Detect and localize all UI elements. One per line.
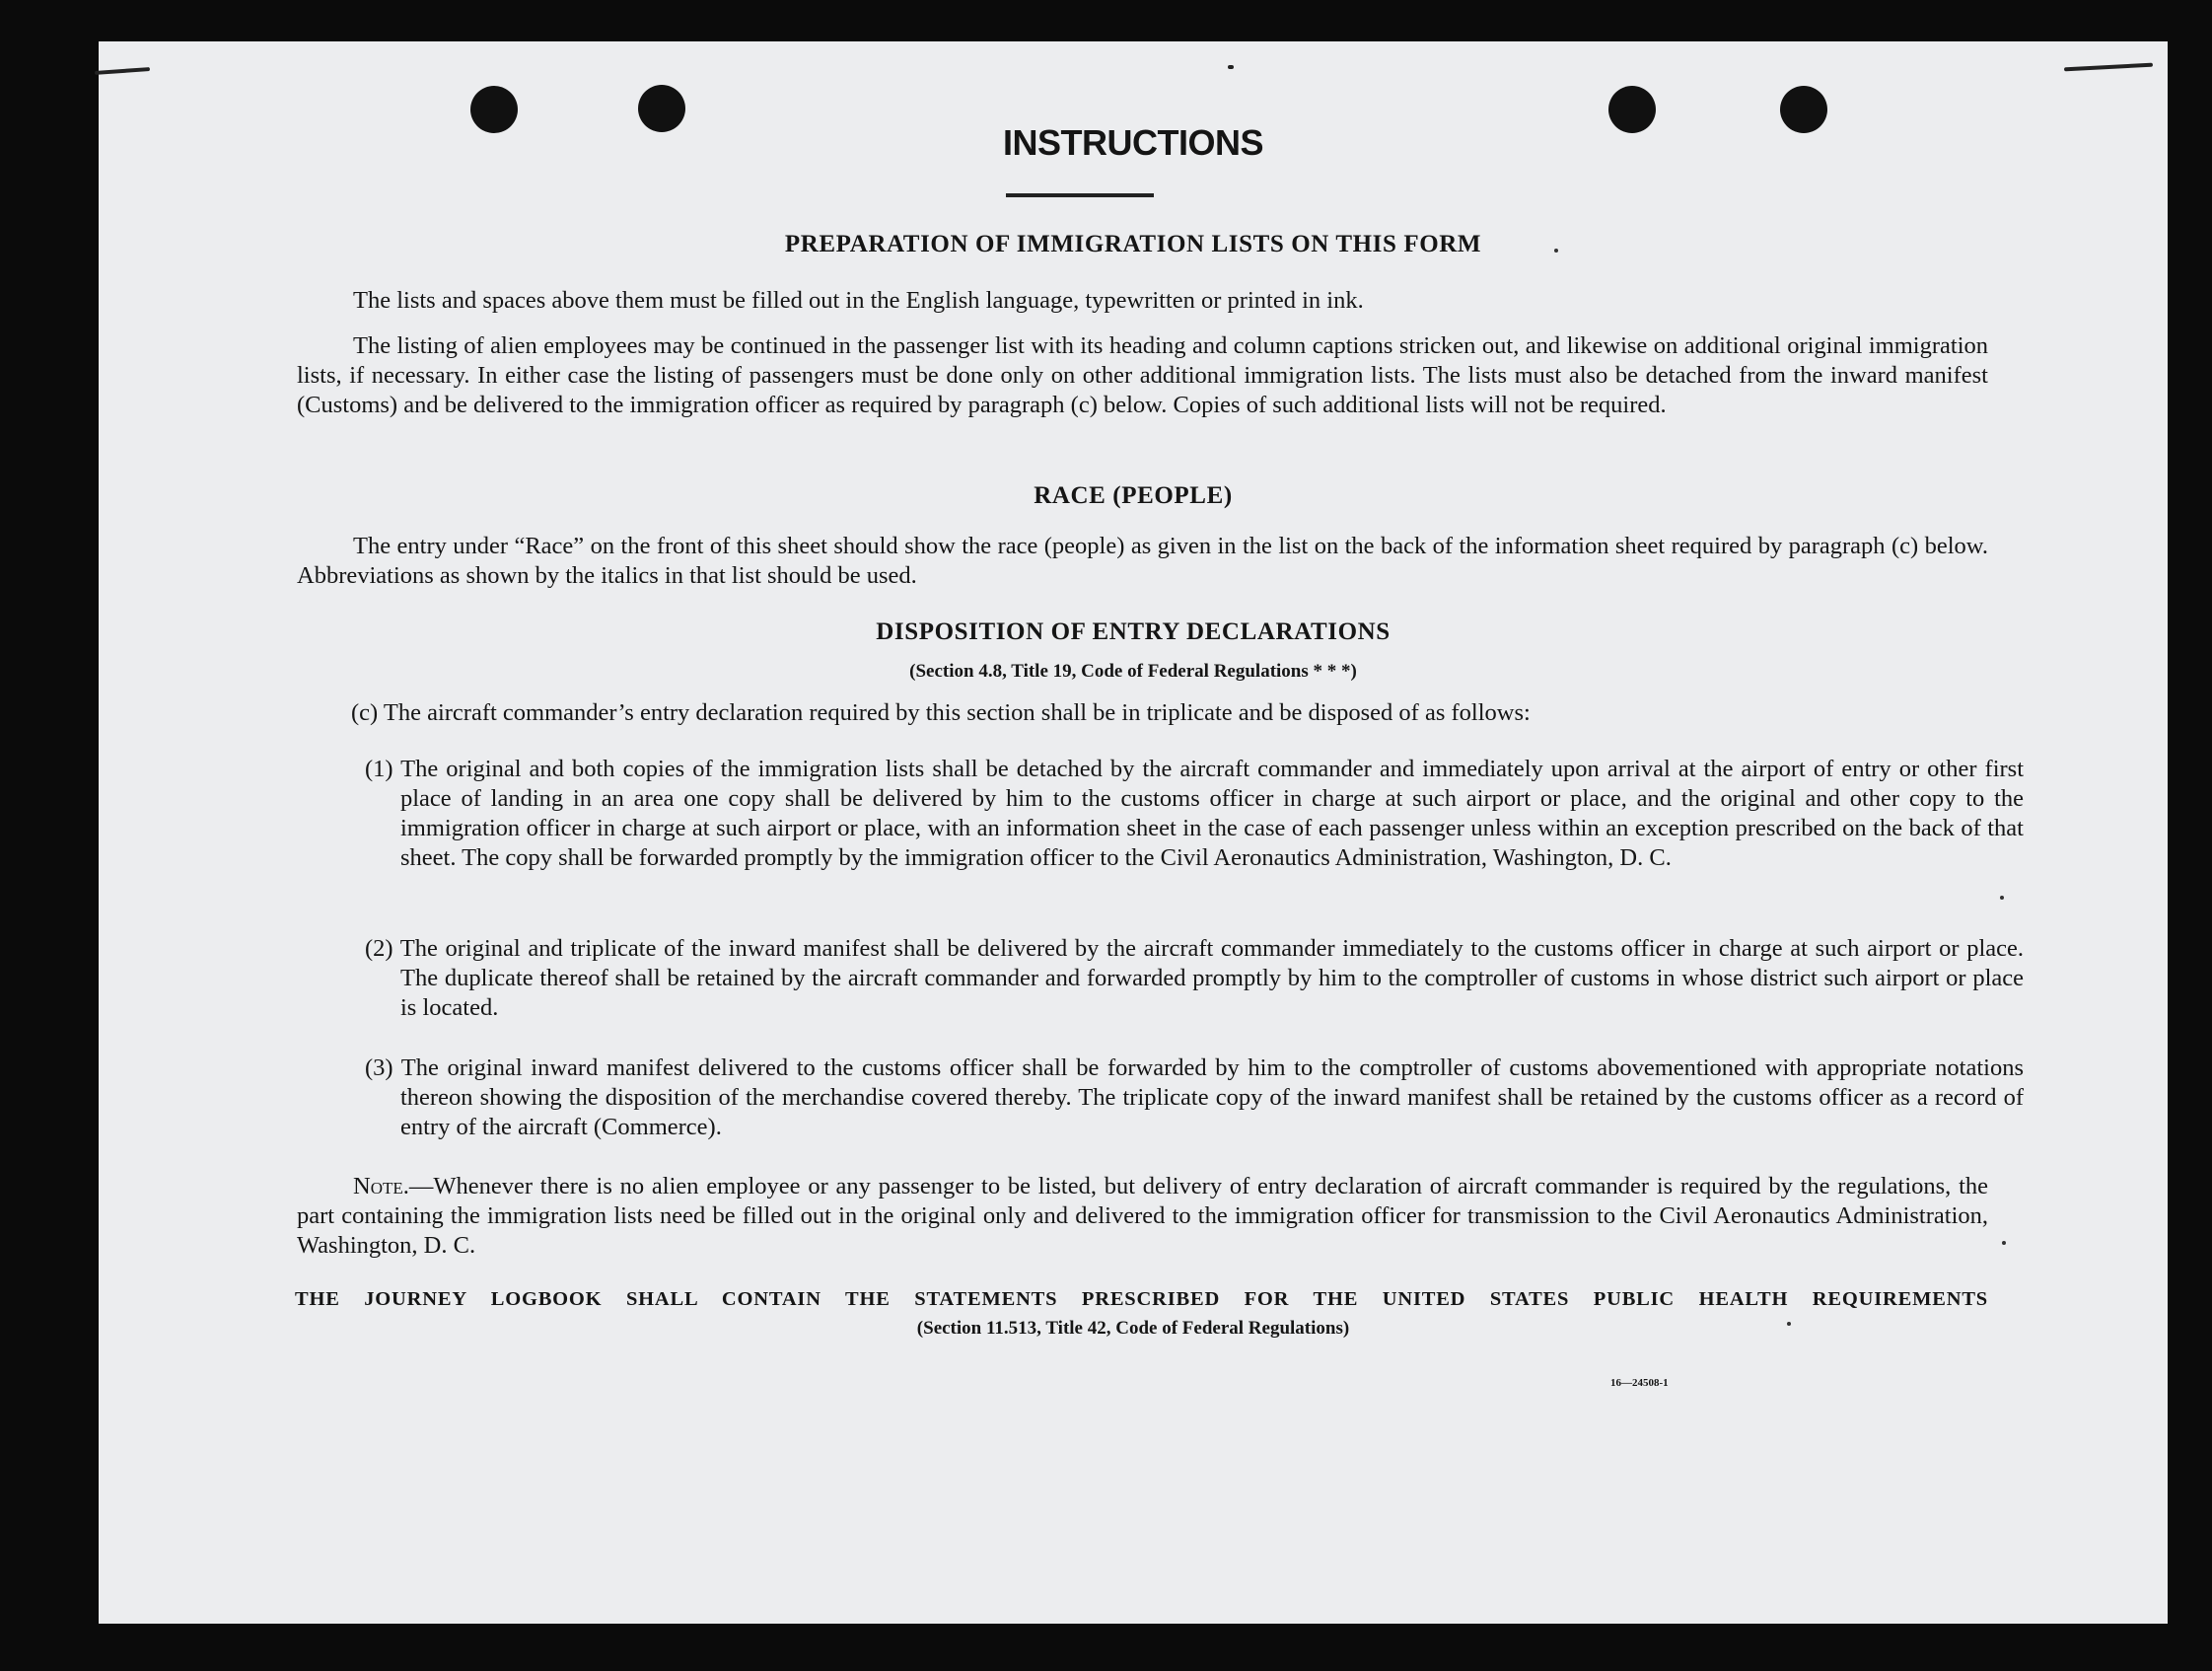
journey-logbook-statement: THE JOURNEY LOGBOOK SHALL CONTAIN THE STATEMENTS PRESCRIBED FOR THE UNITED STATES PUBLIC HEALTH REQUIREMENTS	[295, 1288, 1988, 1310]
preparation-paragraph-1: The lists and spaces above them must be filled out in the English language, typewritten or printed in ink.	[353, 287, 1364, 314]
note-label: Note.—	[353, 1173, 434, 1199]
document-page	[99, 41, 2168, 1624]
speck	[2000, 896, 2004, 900]
preparation-paragraph-2: The listing of alien employees may be continued in the passenger list with its heading and column captions stricken out, and likewise on additional original immigration lists, if necessary. In either case the listing of passengers must be done only on other additional immigration lists. The lists must also be detached from the inward manifest (Customs) and be delivered to the immigration officer as required by paragraph (c) below. Copies of such additional lists will not be required.	[297, 332, 1988, 418]
note-text: Whenever there is no alien employee or any passenger to be listed, but delivery of entry declaration of aircraft commander is required by the regulations, the part containing the immigration lists need be filled out in the original only and delivered to the immigration officer for transmission to the Civil Aeronautics Administration, Washington, D. C.	[297, 1173, 1988, 1259]
heading-race: RACE (PEOPLE)	[1034, 482, 1233, 509]
form-code: 16—24508-1	[1610, 1377, 1669, 1389]
title-underline	[1006, 193, 1154, 197]
disposition-citation: (Section 4.8, Title 19, Code of Federal Regulations * * *)	[909, 661, 1357, 682]
corner-mark-right	[2064, 63, 2153, 72]
disposition-item-2: (2) The original and triplicate of the inward manifest shall be delivered by the aircraft commander immediately to the customs officer in charge at such airport or place. The duplicate thereof shall be retained by the aircraft commander and forwarded promptly by him to the comptroller of customs in whose district such airport or place is located.	[365, 935, 2024, 1021]
center-mark	[1228, 65, 1234, 69]
disposition-item-1: (1) The original and both copies of the immigration lists shall be detached by the aircraft commander and immediately upon arrival at the airport of entry or other first place of landing in an area one copy shall be delivered by him to the customs officer in charge at such airport or place, and the original and other copy to the immigration officer in charge at such airport or place, with an information sheet in the case of each passenger unless within an exception prescribed on the back of that sheet. The copy shall be forwarded promptly by the immigration officer to the Civil Aeronautics Administration, Washington, D. C.	[365, 756, 2024, 871]
journey-logbook-citation: (Section 11.513, Title 42, Code of Federal Regulations)	[916, 1318, 1350, 1339]
speck	[2002, 1241, 2006, 1245]
disposition-intro: (c) The aircraft commander’s entry declaration required by this section shall be in triplicate and be disposed of as follows:	[351, 699, 1531, 726]
note-paragraph	[297, 1172, 1988, 1261]
race-paragraph: The entry under “Race” on the front of this sheet should show the race (people) as given in the list on the back of the information sheet required by paragraph (c) below. Abbreviations as shown by the italics in that list should be used.	[297, 533, 1988, 589]
page-title: INSTRUCTIONS	[1003, 122, 1263, 163]
disposition-item-3: (3) The original inward manifest delivered to the customs officer shall be forwarded by him to the comptroller of customs abovementioned with appropriate notations thereon showing the disposition of the merchandise covered thereby. The triplicate copy of the inward manifest shall be retained by the customs officer as a record of entry of the aircraft (Commerce).	[365, 1054, 2024, 1140]
corner-mark-left	[95, 67, 150, 75]
heading-preparation: PREPARATION OF IMMIGRATION LISTS ON THIS FORM	[784, 231, 1482, 257]
heading-disposition: DISPOSITION OF ENTRY DECLARATIONS	[876, 618, 1391, 645]
